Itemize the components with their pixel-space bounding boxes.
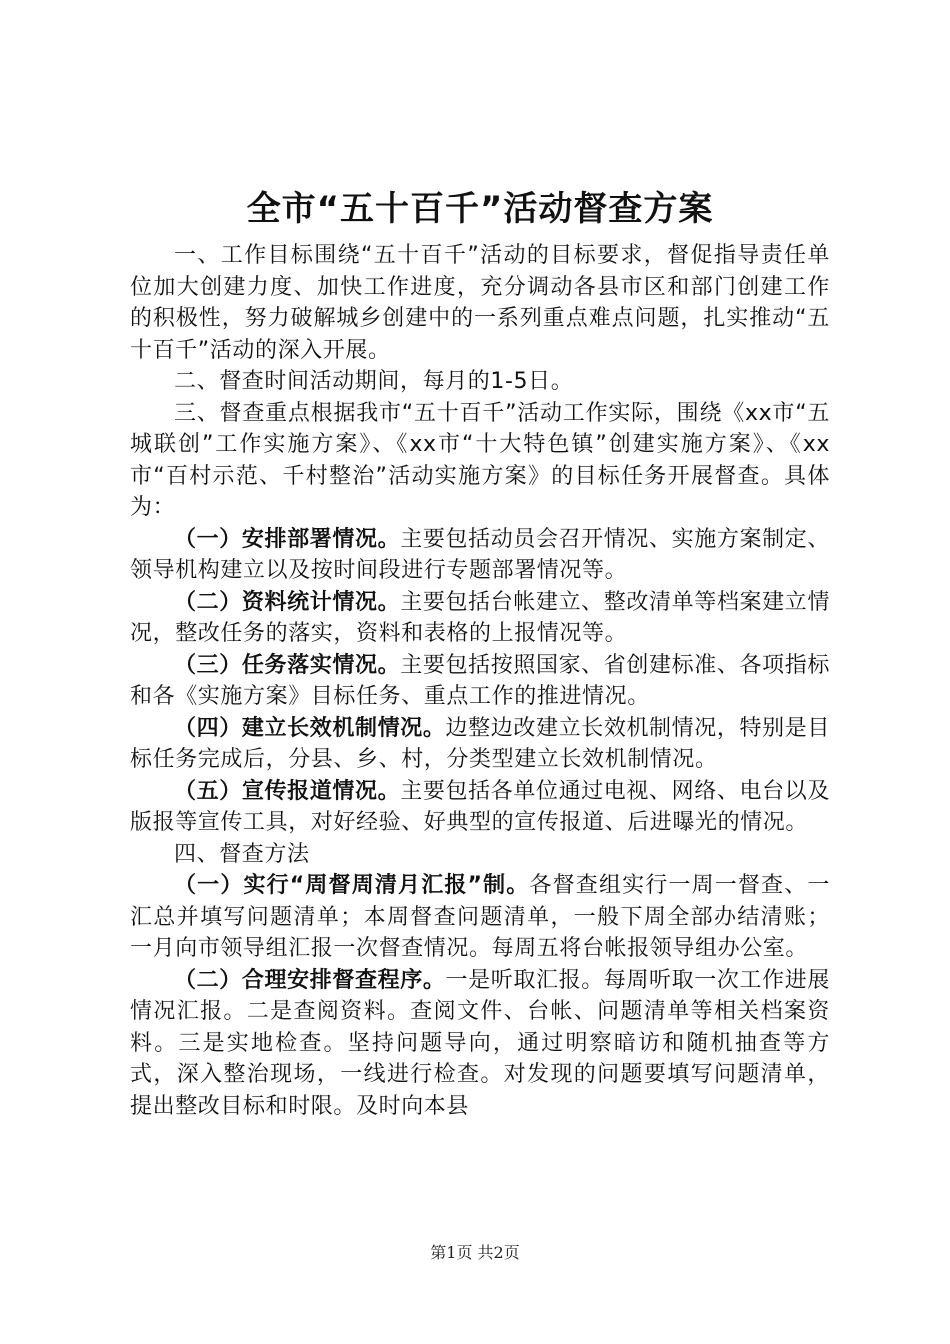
section-method: 四、督查方法 xyxy=(174,841,310,867)
focus-item-5-heading: （五）宣传报道情况。 xyxy=(174,778,401,804)
method-item-2-heading: （二）合理安排督查程序。 xyxy=(174,967,446,993)
focus-item-3-heading: （三）任务落实情况。 xyxy=(174,652,401,678)
focus-item-5 xyxy=(130,776,830,839)
method-item-1 xyxy=(130,870,830,965)
section-goal: 一、工作目标围绕“五十百千”活动的目标要求，督促指导责任单位加大创建力度、加快工作进度，充分调动各县市区和部门创建工作的积极性，努力破解城乡创建中的一系列重点难点问题，扎实推动“五十百千”活动的深入开展。 xyxy=(130,243,830,363)
focus-item-3 xyxy=(130,650,830,713)
focus-item-1-body: 主要包括动员会召开情况、实施方案制定、领导机构建立以及按时间段进行专题部署情况等。 xyxy=(130,526,830,583)
focus-item-2-heading: （二）资料统计情况。 xyxy=(174,589,401,615)
document-page xyxy=(130,186,830,1122)
method-item-2 xyxy=(130,965,830,1123)
focus-item-1 xyxy=(130,524,830,587)
section-time: 二、督查时间活动期间，每月的1-5日。 xyxy=(174,369,574,394)
focus-item-3-body: 主要包括按照国家、省创建标准、各项指标和各《实施方案》目标任务、重点工作的推进情况。 xyxy=(130,652,830,709)
page-footer: 第1页 共2页 xyxy=(430,1243,520,1262)
focus-item-1-heading: （一）安排部署情况。 xyxy=(174,526,401,552)
focus-item-4-body: 边整边改建立长效机制情况，特别是目标任务完成后，分县、乡、村，分类型建立长效机制情况。 xyxy=(130,715,831,772)
method-item-1-body: 各督查组实行一周一督查、一汇总并填写问题清单；本周督查问题清单，一般下周全部办结清账；一月向市领导组汇报一次督查情况。每周五将台帐报领导组办公室。 xyxy=(130,873,830,961)
focus-item-2 xyxy=(130,587,830,650)
focus-item-2-body: 主要包括台帐建立、整改清单等档案建立情况，整改任务的落实，资料和表格的上报情况等。 xyxy=(130,589,830,646)
section-focus: 三、督查重点根据我市“五十百千”活动工作实际，围绕《xx市“五城联创”工作实施方案》、《xx市“十大特色镇”创建实施方案》、《xx市“百村示范、千村整治”活动实施方案》的目标任务开展督查。具体为： xyxy=(130,400,830,520)
document-title: 全市“五十百千”活动督查方案 xyxy=(246,189,714,229)
method-item-2-body: 一是听取汇报。每周听取一次工作进展情况汇报。二是查阅资料。查阅文件、台帐、问题清单等相关档案资料。三是实地检查。坚持问题导向，通过明察暗访和随机抽查等方式，深入整治现场，一线进行检查。对发现的问题要填写问题清单，提出整改目标和时限。及时向本县 xyxy=(130,967,831,1119)
method-item-1-heading: （一）实行“周督周清月汇报”制。 xyxy=(174,873,530,898)
focus-item-4-heading: （四）建立长效机制情况。 xyxy=(174,715,446,741)
focus-item-4 xyxy=(130,713,830,776)
focus-item-5-body: 主要包括各单位通过电视、网络、电台以及版报等宣传工具，对好经验、好典型的宣传报道、后进曝光的情况。 xyxy=(130,778,830,835)
